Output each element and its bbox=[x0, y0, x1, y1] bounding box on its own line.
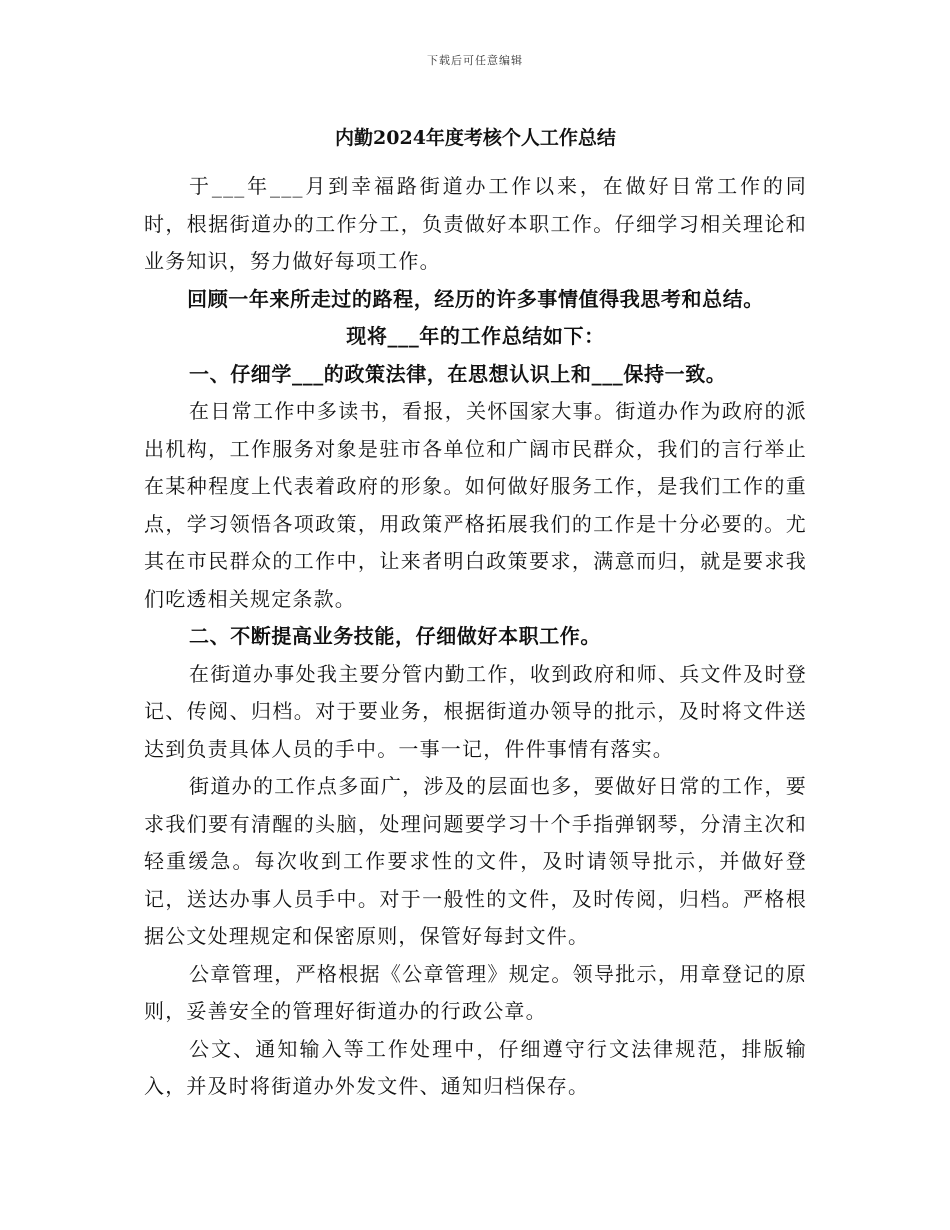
document-body bbox=[144, 122, 807, 1106]
section-2-paragraph-2: 街道办的工作点多面广，涉及的层面也多，要做好日常的工作，要求我们要有清醒的头脑，处理问题要学习十个手指弹钢琴，分清主次和轻重缓急。每次收到工作要求性的文件，及时请领导批示，并做好登记，送达办事人员手中。对于一般性的文件，及时传阅，归档。严格根据公文处理规定和保密原则，保管好每封文件。 bbox=[144, 774, 807, 948]
section-2-paragraph-4: 公文、通知输入等工作处理中，仔细遵守行文法律规范，排版输入，并及时将街道办外发文件、通知归档保存。 bbox=[144, 1036, 807, 1098]
intro-paragraph: 于___年___月到幸福路街道办工作以来，在做好日常工作的同时，根据街道办的工作分工，负责做好本职工作。仔细学习相关理论和业务知识，努力做好每项工作。 bbox=[144, 174, 807, 273]
review-line-1: 回顾一年来所走过的路程，经历的许多事情值得我思考和总结。 bbox=[187, 286, 764, 311]
page-header-note: 下载后可任意编辑 bbox=[427, 54, 523, 67]
section-1-paragraph: 在日常工作中多读书，看报，关怀国家大事。街道办作为政府的派出机构，工作服务对象是驻市各单位和广阔市民群众，我们的言行举止在某种程度上代表着政府的形象。如何做好服务工作，是我们工作的重点，学习领悟各项政策，用政策严格拓展我们的工作是十分必要的。尤其在市民群众的工作中，让来者明白政策要求，满意而归，就是要求我们吃透相关规定条款。 bbox=[144, 399, 807, 611]
section-1-heading: 一、仔细学___的政策法律，在思想认识上和___保持一致。 bbox=[189, 361, 727, 386]
section-2-paragraph-1: 在街道办事处我主要分管内勤工作，收到政府和师、兵文件及时登记、传阅、归档。对于要业务，根据街道办领导的批示，及时将文件送达到负责具体人员的手中。一事一记，件件事情有落实。 bbox=[144, 661, 807, 761]
section-2-heading: 二、不断提高业务技能，仔细做好本职工作。 bbox=[189, 624, 601, 648]
document-title: 内勤2024年度考核个人工作总结 bbox=[335, 127, 616, 149]
review-line-2: 现将___年的工作总结如下： bbox=[346, 324, 605, 348]
section-2-paragraph-3: 公章管理，严格根据《公章管理》规定。领导批示，用章登记的原则，妥善安全的管理好街道办的行政公章。 bbox=[144, 961, 807, 1023]
